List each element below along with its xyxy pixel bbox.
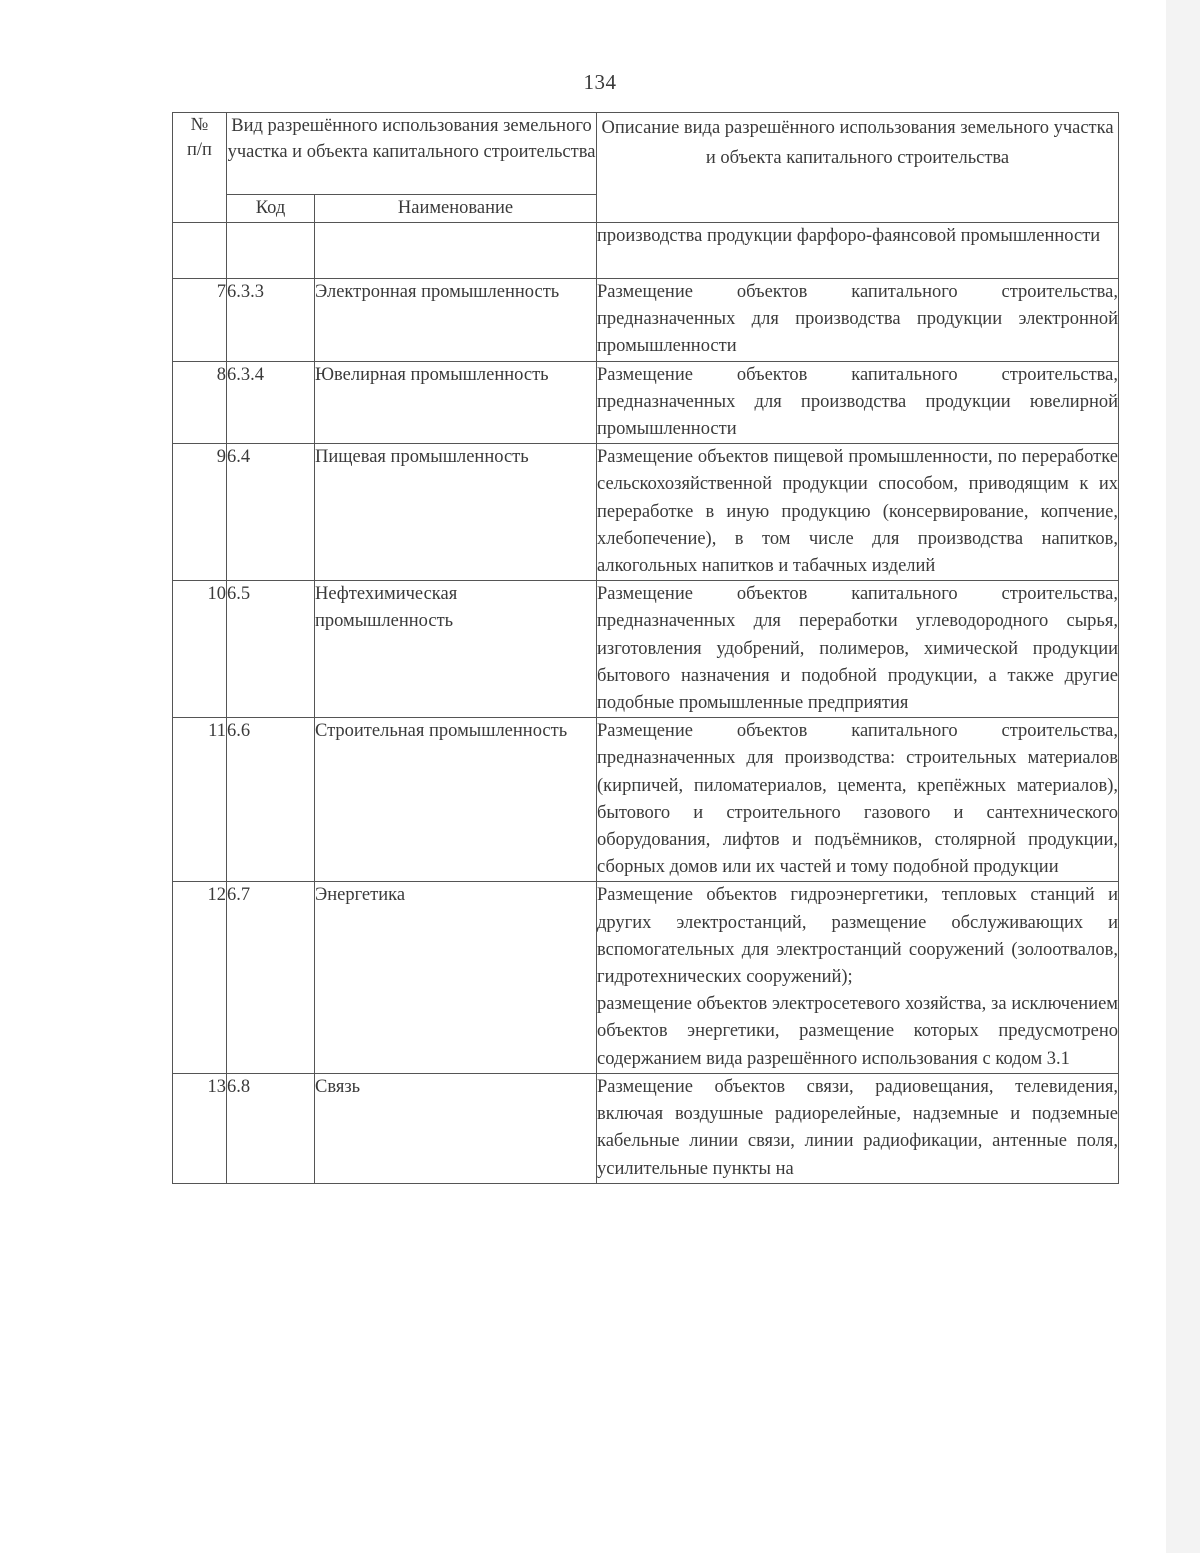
- table-row: [173, 361, 1119, 444]
- row-description-cell: [597, 1073, 1119, 1183]
- row-number: 9: [173, 444, 227, 581]
- header-description: Описание вида разрешённого использования земельного участка и объекта капитального строительства: [597, 113, 1119, 223]
- continuation-description-cell: [597, 223, 1119, 279]
- row-number: 7: [173, 279, 227, 362]
- row-code: 6.3.4: [227, 361, 315, 444]
- row-description: размещение объектов электросетевого хозяйства, за исключением объектов энергетики, размещение которых предусмотрено содержанием вида разрешённого использования с кодом 3.1: [597, 994, 1119, 1069]
- row-code: 6.4: [227, 444, 315, 581]
- row-name: Энергетика: [315, 882, 597, 1073]
- continuation-code-cell: [227, 223, 315, 279]
- table-row: [173, 718, 1119, 882]
- land-use-table: [172, 112, 1119, 1184]
- continuation-num-cell: [173, 223, 227, 279]
- row-name: Ювелирная промышленность: [315, 361, 597, 444]
- header-name: Наименование: [315, 195, 597, 223]
- row-name: Нефтехимическая промышленность: [315, 581, 597, 718]
- row-description: Размещение объектов капитального строительства, предназначенных для производства: строительных материалов (кирпичей, пиломатериалов, цемента, крепёжных материалов), бытового и строительного газового и сантехнического оборудования, лифтов и подъёмников, столярной продукции, сборных домов или их частей и тому подобной продукции: [597, 721, 1119, 878]
- row-description-cell: [597, 444, 1119, 581]
- row-description-cell: [597, 718, 1119, 882]
- table-row: [173, 1073, 1119, 1183]
- row-description-cell: [597, 361, 1119, 444]
- table-row: [173, 279, 1119, 362]
- row-code: 6.3.3: [227, 279, 315, 362]
- row-number: 13: [173, 1073, 227, 1183]
- row-number: 8: [173, 361, 227, 444]
- row-description: Размещение объектов гидроэнергетики, тепловых станций и других электростанций, размещение обслуживающих и вспомогательных для электростанций сооружений (золоотвалов, гидротехнических сооружений);: [597, 885, 1119, 988]
- table-row: [173, 882, 1119, 1073]
- page-number: 134: [583, 70, 617, 94]
- row-description: производства продукции фарфоро-фаянсовой промышленности: [597, 226, 1101, 246]
- row-description-cell: [597, 581, 1119, 718]
- row-code: 6.5: [227, 581, 315, 718]
- row-description: Размещение объектов капитального строительства, предназначенных для переработки углеводородного сырья, изготовления удобрений, полимеров, химической продукции бытового назначения и подобной продукции, а также другие подобные промышленные предприятия: [597, 584, 1119, 714]
- row-description: Размещение объектов связи, радиовещания, телевидения, включая воздушные радиорелейные, надземные и подземные кабельные линии связи, линии радиофикации, антенные поля, усилительные пункты на: [597, 1076, 1119, 1179]
- row-name: Строительная промышленность: [315, 718, 597, 882]
- continuation-row: [173, 223, 1119, 279]
- row-number: 10: [173, 581, 227, 718]
- row-description-cell: [597, 882, 1119, 1073]
- row-code: 6.8: [227, 1073, 315, 1183]
- row-number: 12: [173, 882, 227, 1073]
- row-code: 6.7: [227, 882, 315, 1073]
- header-permitted-use-group: Вид разрешённого использования земельного участка и объекта капитального строительства: [227, 113, 597, 195]
- row-description: Размещение объектов капитального строительства, предназначенных для производства продукции электронной промышленности: [597, 282, 1119, 357]
- table-row: [173, 444, 1119, 581]
- row-name: Связь: [315, 1073, 597, 1183]
- row-description-cell: [597, 279, 1119, 362]
- header-code: Код: [227, 195, 315, 223]
- row-code: 6.6: [227, 718, 315, 882]
- row-description: Размещение объектов пищевой промышленности, по переработке сельскохозяйственной продукции способом, приводящим к их переработке в иную продукцию (консервирование, копчение, хлебопечение), в том числе для производства напитков, алкогольных напитков и табачных изделий: [597, 447, 1119, 577]
- row-name: Электронная промышленность: [315, 279, 597, 362]
- row-number: 11: [173, 718, 227, 882]
- row-description: Размещение объектов капитального строительства, предназначенных для производства продукции ювелирной промышленности: [597, 364, 1119, 440]
- continuation-name-cell: [315, 223, 597, 279]
- table-row: [173, 581, 1119, 718]
- scan-margin-strip: [1166, 0, 1200, 1553]
- header-number: № п/п: [173, 113, 227, 223]
- row-name: Пищевая промышленность: [315, 444, 597, 581]
